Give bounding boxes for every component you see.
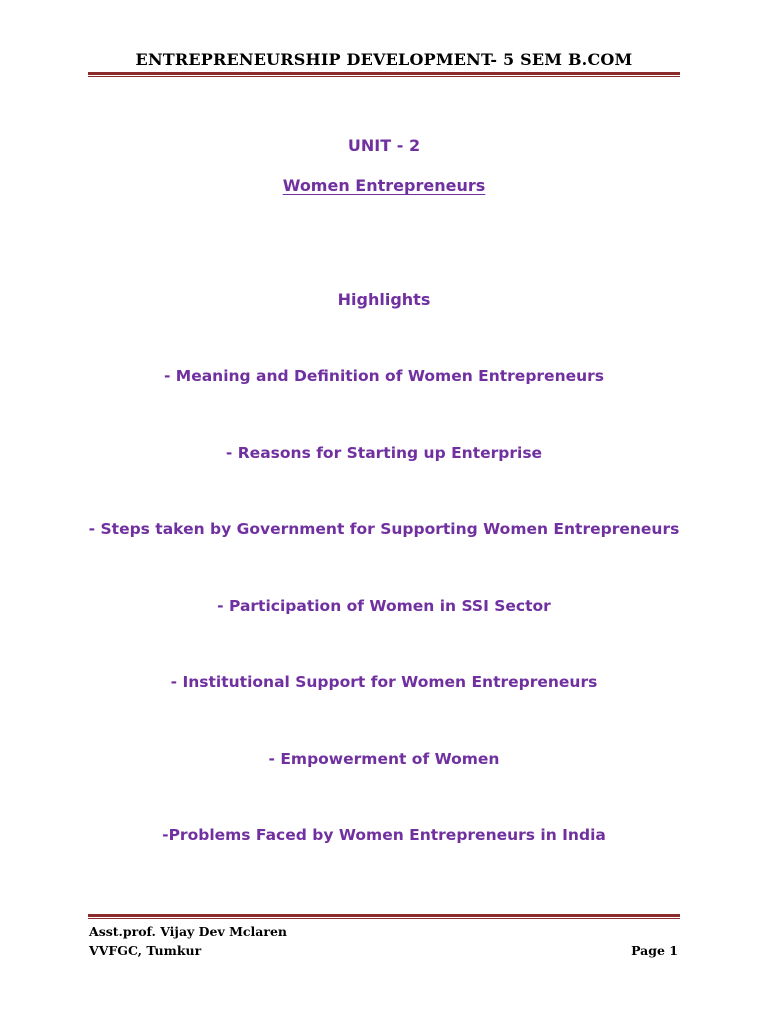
highlight-item-empowerment: - Empowerment of Women	[268, 749, 500, 768]
footer-divider	[88, 914, 680, 919]
highlight-item-meaning: - Meaning and Definition of Women Entrepreneurs	[163, 367, 605, 385]
highlight-item-problems: -Problems Faced by Women Entrepreneurs in India	[162, 826, 606, 844]
highlight-item-government-steps: - Steps taken by Government for Supporting Women Entrepreneurs	[88, 520, 680, 538]
header-title: ENTREPRENEURSHIP DEVELOPMENT- 5 SEM B.COM	[135, 50, 633, 69]
unit-subtitle: Women Entrepreneurs	[282, 176, 486, 195]
footer-institution: VVFGC, Tumkur	[89, 943, 202, 958]
unit-title: UNIT - 2	[347, 136, 421, 155]
highlight-item-institutional-support: - Institutional Support for Women Entrepreneurs	[170, 673, 598, 691]
header-divider	[88, 72, 680, 77]
footer-author-block	[89, 922, 287, 960]
highlights-list	[0, 366, 768, 902]
highlights-heading: Highlights	[337, 290, 431, 309]
highlight-item-reasons: - Reasons for Starting up Enterprise	[225, 443, 543, 462]
footer-author: Asst.prof. Vijay Dev Mclaren	[89, 924, 287, 939]
highlight-item-ssi-participation: - Participation of Women in SSI Sector	[217, 596, 551, 615]
page-number: Page 1	[631, 943, 678, 958]
